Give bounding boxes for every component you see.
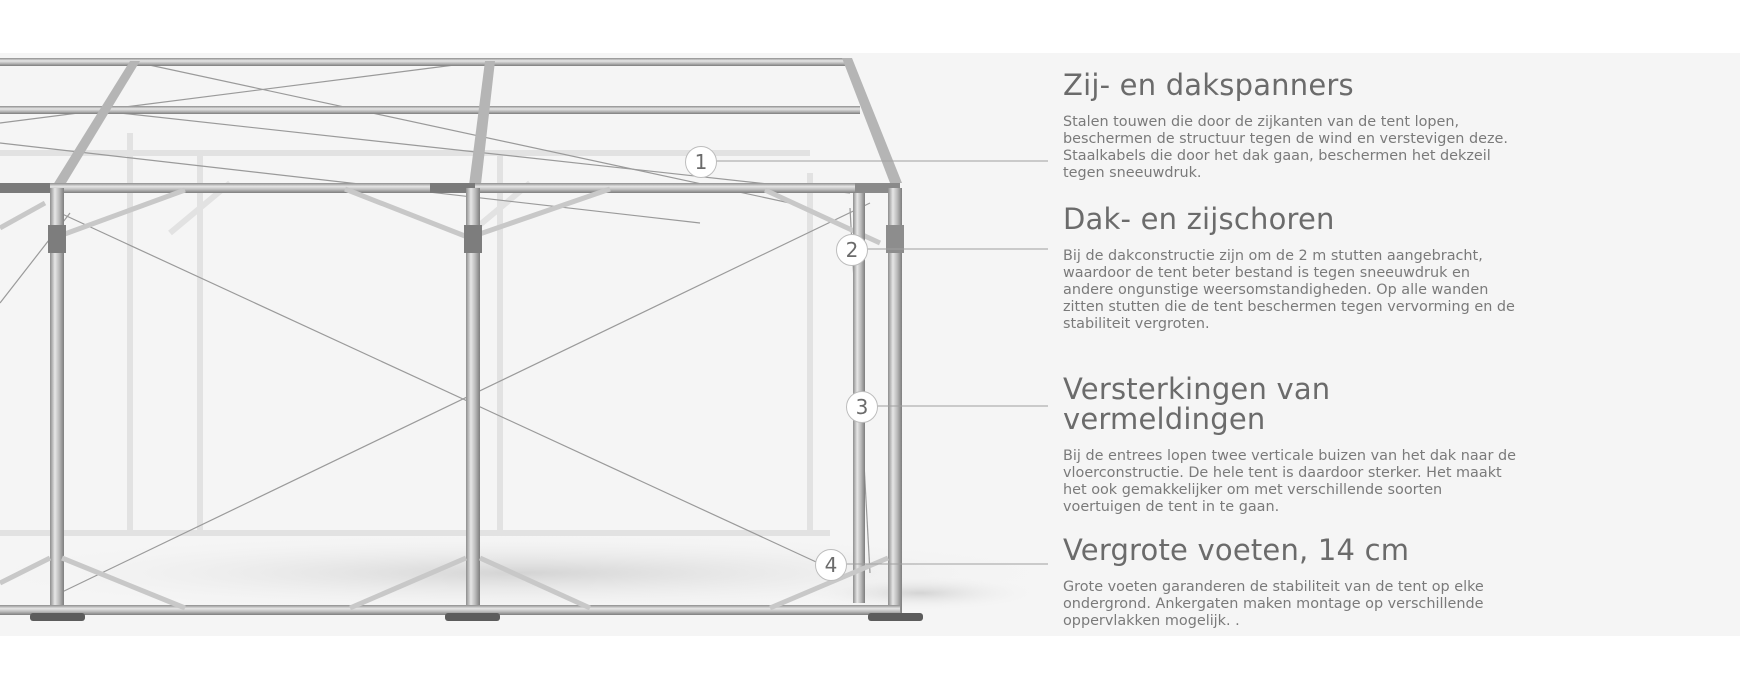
- feature-item: [1063, 535, 1523, 630]
- feature-title: Zij- en dakspanners: [1063, 68, 1354, 102]
- feature-title: Dak- en zijschoren: [1063, 202, 1335, 236]
- feature-title: Vergrote voeten, 14 cm: [1063, 533, 1410, 567]
- feature-title: Versterkingen van vermeldingen: [1063, 372, 1331, 436]
- feature-description: Bij de entrees lopen twee verticale buizen van het dak naar de vloerconstructie. De hele tent is daardoor sterker. Het maakt het ook gemakkelijker om met verschillende soorten voertuigen de tent in te gaan.: [1063, 448, 1516, 515]
- feature-description: Bij de dakconstructie zijn om de 2 m stutten aangebracht, waardoor de tent beter bestand is tegen sneeuwdruk en andere ongunstige weersomstandigheden. Op alle wanden zitten stutten die de tent beschermen tegen vervorming en de stabiliteit vergroten.: [1063, 248, 1515, 332]
- callout-marker-4[interactable]: 4: [815, 549, 847, 581]
- feature-item: [1063, 70, 1523, 182]
- tent-features-section: [0, 53, 1740, 636]
- feature-item: [1063, 374, 1523, 516]
- feature-item: [1063, 204, 1523, 333]
- callout-marker-1[interactable]: 1: [685, 146, 717, 178]
- feature-description: Grote voeten garanderen de stabiliteit van de tent op elke ondergrond. Ankergaten maken montage op verschillende oppervlakken mogelijk. .: [1063, 579, 1484, 629]
- callout-marker-3[interactable]: 3: [846, 391, 878, 423]
- callout-marker-2[interactable]: 2: [836, 234, 868, 266]
- feature-description: Stalen touwen die door de zijkanten van de tent lopen, beschermen de structuur tegen de wind en verstevigen deze. Staalkabels die door het dak gaan, beschermen het dekzeil tegen sneeuwdruk.: [1063, 114, 1508, 181]
